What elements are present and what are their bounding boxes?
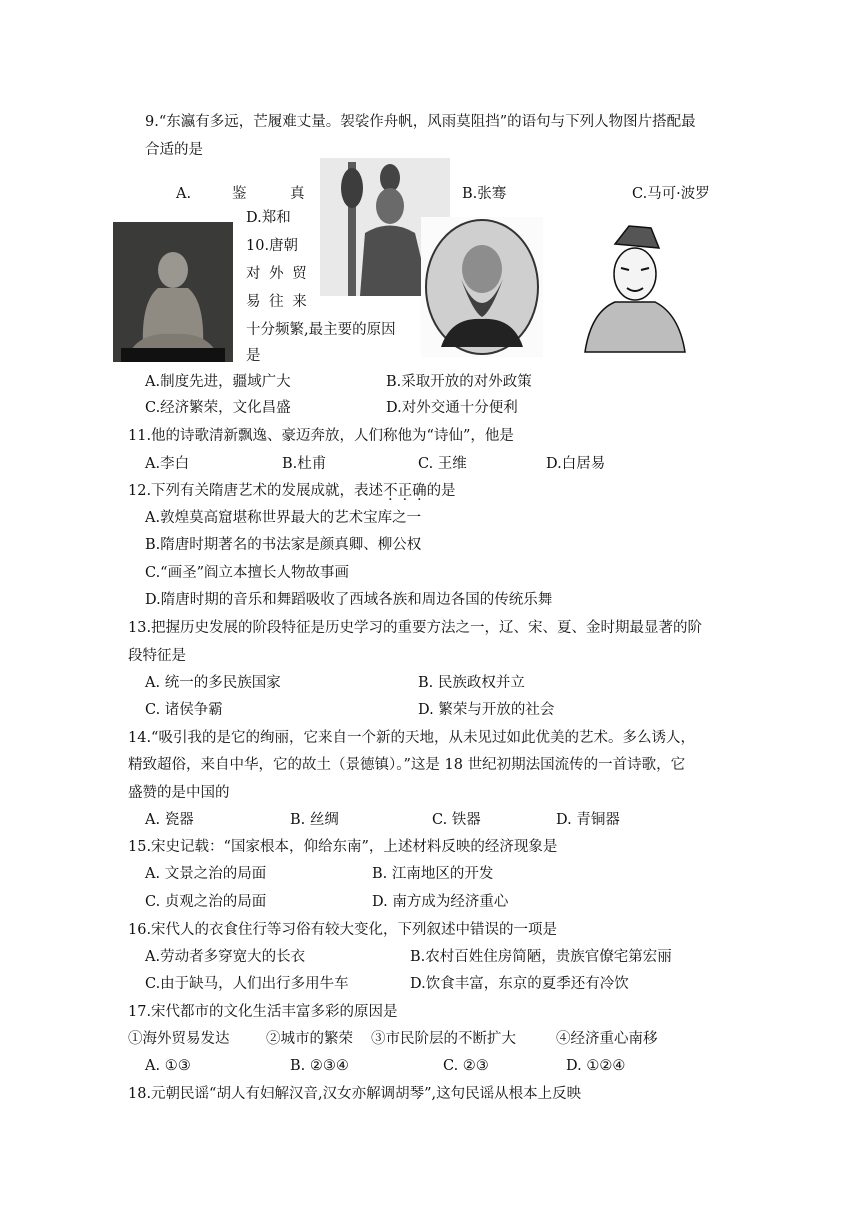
q17-item-4: ④经济重心南移 [556,1031,658,1047]
q14-option-a: A. 瓷器 [145,812,194,828]
q16-stem: 16.宋代人的衣食住行等习俗有较大变化，下列叙述中错误的一项是 [128,922,558,938]
q17-option-c: C. ②③ [443,1058,489,1074]
q12-option-d: D.隋唐时期的音乐和舞蹈吸收了西域各族和周边各国的传统乐舞 [145,592,553,608]
q15-option-a: A. 文景之治的局面 [145,866,267,882]
q12-emphasis-char-2: 正 [397,483,413,499]
q14-option-d: D. 青铜器 [556,812,620,828]
q17-item-1: ①海外贸易发达 [128,1031,230,1047]
q14-stem-line2: 精致超俗，来自中华，它的故土（景德镇）。”这是 18 世纪初期法国流传的一首诗歌，它 [128,757,686,773]
q17-option-b: B. ②③④ [290,1058,349,1074]
q16-option-d: D.饮食丰富，东京的夏季还有冷饮 [410,976,629,992]
q17-option-d: D. ①②④ [566,1058,626,1074]
q15-option-d: D. 南方成为经济重心 [372,894,509,910]
q9-stem-line1: 9.“东瀛有多远，芒履难丈量。袈裟作舟帆，风雨莫阻挡”的语句与下列人物图片搭配最 [145,114,696,130]
q10-stem-part4: 十分频繁,最主要的原因 [246,322,396,338]
q16-option-b: B.农村百姓住房简陋，贵族官僚宅第宏丽 [410,949,672,965]
q10-option-a: A.制度先进，疆域广大 [145,374,291,390]
q15-stem: 15.宋史记载：“国家根本，仰给东南”，上述材料反映的经济现象是 [128,839,558,855]
q11-option-d: D.白居易 [546,456,606,472]
q11-option-c: C. 王维 [418,456,467,472]
q11-option-a: A.李白 [145,456,190,472]
q13-stem-line1: 13.把握历史发展的阶段特征是历史学习的重要方法之一，辽、宋、夏、金时期最显著的阶 [128,620,703,636]
q13-stem-line2: 段特征是 [128,648,186,664]
q15-option-c: C. 贞观之治的局面 [145,894,267,910]
q10-stem-part5: 是 [246,348,261,364]
q12-emphasis-char-1: 不 [383,483,398,499]
q13-option-b: B. 民族政权并立 [418,675,525,691]
q14-stem-line1: 14.“吸引我的是它的绚丽，它来自一个新的天地，从未见过如此优美的艺术。多么诱人， [128,730,695,746]
q12-option-c: C.“画圣”阎立本擅长人物故事画 [145,565,350,581]
q18-stem: 18.元朝民谣“胡人有妇解汉音,汉女亦解调胡琴”,这句民谣从根本上反映 [128,1086,582,1102]
q17-item-3: ③市民阶层的不断扩大 [371,1031,516,1047]
q13-option-d: D. 繁荣与开放的社会 [418,702,555,718]
q10-option-c: C.经济繁荣，文化昌盛 [145,400,291,416]
q10-stem-part2: 对 外 贸 [246,266,309,282]
bearded-man-oval-engraving [421,217,543,357]
q9-option-b: B.张骞 [462,186,507,202]
q14-option-c: C. 铁器 [432,812,481,828]
q12-stem [128,481,456,501]
q15-option-b: B. 江南地区的开发 [372,866,494,882]
q11-stem: 11.他的诗歌清新飘逸、豪迈奔放，人们称他为“诗仙”，他是 [128,428,514,444]
q9-stem-line2: 合适的是 [145,142,203,158]
man-with-cap-drawing [577,222,692,354]
q12-option-a: A.敦煌莫高窟堪称世界最大的艺术宝库之一 [145,510,422,526]
q9-option-a-char2: 真 [290,186,305,202]
q16-option-c: C.由于缺马，人们出行多用牛车 [145,976,349,992]
q16-option-a: A.劳动者多穿宽大的长衣 [145,949,306,965]
q10-option-b: B.采取开放的对外政策 [386,374,532,390]
q9-option-a-char1: 鉴 [232,186,247,202]
q13-option-c: C. 诸侯争霸 [145,702,223,718]
q17-option-a: A. ①③ [145,1058,191,1074]
q13-option-a: A. 统一的多民族国家 [145,675,281,691]
q10-stem-part3: 易 往 来 [246,294,309,310]
seated-monk-statue-photo [113,222,233,362]
q17-stem: 17.宋代都市的文化生活丰富多彩的原因是 [128,1004,398,1020]
q11-option-b: B.杜甫 [282,456,327,472]
q9-option-a-letter: A. [176,186,192,202]
q12-stem-pre: 12.下列有关隋唐艺术的发展成就，表述 [128,483,384,499]
q9-option-c: C.马可·波罗 [632,186,710,202]
q10-stem-part1: 10.唐朝 [246,238,299,254]
q12-stem-post: 的是 [426,483,456,499]
q14-stem-line3: 盛赞的是中国的 [128,785,230,801]
q10-option-d: D.对外交通十分便利 [386,400,518,416]
q17-item-2: ②城市的繁荣 [266,1031,353,1047]
q12-option-b: B.隋唐时期著名的书法家是颜真卿、柳公权 [145,537,422,553]
q9-option-d: D.郑和 [246,210,291,226]
q14-option-b: B. 丝绸 [290,812,339,828]
q12-emphasis-char-3: 确 [412,483,427,499]
